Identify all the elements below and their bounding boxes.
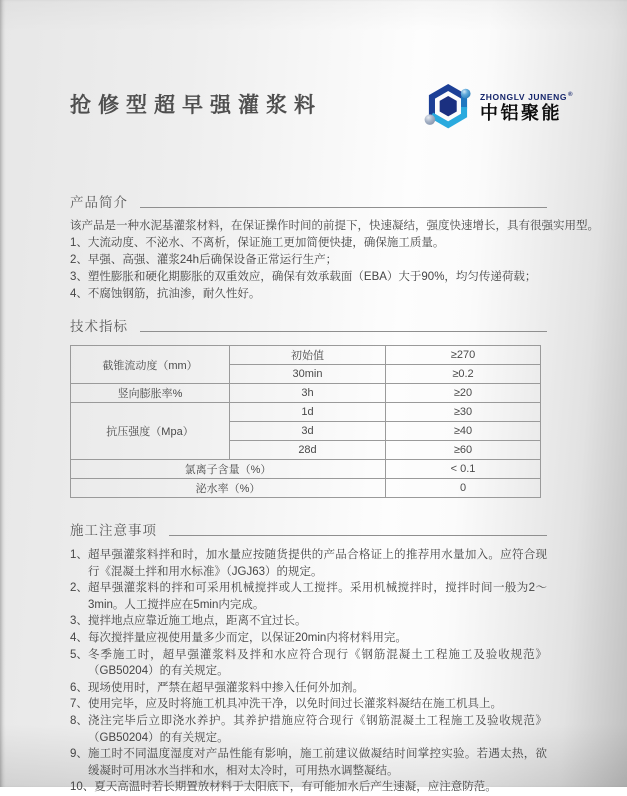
- table-cell: 28d: [230, 441, 386, 460]
- note-text: 施工时不同温度湿度对产品性能有影响，施工前建议做凝结时间掌控实验。若遇太热，欲缓凝时可用冰水当拌和水，相对太冷时，可用热水调整凝结。: [88, 748, 547, 777]
- tech-spec-table: [70, 345, 541, 498]
- page-title: 抢修型超早强灌浆料: [70, 94, 322, 117]
- list-item: [70, 547, 547, 580]
- table-cell: 抗压强度（Mpa）: [71, 403, 230, 460]
- list-item: [70, 746, 547, 779]
- heading-rule: [169, 535, 547, 536]
- note-number: 4、: [70, 631, 88, 644]
- note-text: 现场使用时，严禁在超早强灌浆料中掺入任何外加剂。: [88, 681, 364, 694]
- list-item: [70, 613, 547, 630]
- list-item: [70, 630, 547, 647]
- table-cell: < 0.1: [386, 460, 541, 479]
- brand-text: [480, 92, 573, 122]
- note-text: 超早强灌浆料拌和时，加水量应按随货提供的产品合格证上的推荐用水量加入。应符合现行《混凝土拌和用水标准》（JGJ63）的规定。: [88, 549, 547, 578]
- note-number: 10、: [70, 781, 95, 794]
- table-cell: 3h: [230, 384, 386, 403]
- note-number: 9、: [70, 748, 88, 761]
- list-item: [70, 580, 547, 613]
- table-cell: 氯离子含量（%）: [71, 460, 386, 479]
- note-text: 浇注完毕后立即浇水养护。其养护措施应符合现行《钢筋混凝土工程施工及验收规范》（GB50204）的有关规定。: [88, 714, 547, 744]
- intro-line: 1、大流动度、不泌水、不离析，保证施工更加简便快捷，确保施工质量。: [70, 237, 445, 249]
- table-cell: 3d: [230, 422, 386, 441]
- table-cell: 截锥流动度（mm）: [71, 346, 230, 384]
- note-number: 2、: [70, 582, 88, 595]
- table-row: [71, 479, 541, 498]
- brand-name-en: [480, 92, 573, 101]
- table-cell: ≥270: [386, 346, 541, 365]
- table-cell: ≥60: [386, 441, 541, 460]
- section-tech-header: [70, 315, 547, 335]
- table-cell: 初始值: [230, 346, 386, 365]
- heading-rule: [140, 207, 547, 208]
- table-row: [71, 403, 541, 422]
- note-text: 每次搅拌量应视使用量多少而定，以保证20min内将材料用完。: [88, 631, 407, 644]
- section-tech-title: 技术指标: [70, 319, 128, 334]
- note-number: 7、: [70, 698, 88, 711]
- note-text: 搅拌地点应靠近施工地点，距离不宜过长。: [88, 615, 307, 628]
- intro-line: 该产品是一种水泥基灌浆材料，在保证操作时间的前提下，快速凝结，强度快速增长，具有很强实用型。: [70, 220, 599, 232]
- brand-name-en-label: ZHONGLV JUNENG: [480, 91, 568, 102]
- table-cell: 泌水率（%）: [71, 479, 386, 498]
- heading-rule: [140, 331, 547, 332]
- section-product-intro: [70, 191, 599, 303]
- section-notes-header: [70, 519, 547, 539]
- table-cell: ≥30: [386, 403, 541, 422]
- section-construction-notes: [70, 519, 547, 796]
- intro-line: 4、不腐蚀钢筋，抗油渗，耐久性好。: [70, 288, 261, 300]
- brand-logo: [423, 79, 573, 135]
- section-intro-header: [70, 191, 547, 211]
- intro-lines: [70, 218, 599, 303]
- note-text: 超早强灌浆料的拌和可采用机械搅拌或人工搅拌。采用机械搅拌时，搅拌时间一般为2～3min。人工搅拌应在5min内完成。: [88, 582, 547, 611]
- note-text: 冬季施工时，超早强灌浆料及拌和水应符合现行《钢筋混凝土工程施工及验收规范》（GB50204）的有关规定。: [88, 648, 547, 678]
- note-number: 8、: [70, 714, 88, 727]
- table-cell: ≥20: [386, 384, 541, 403]
- table-row: [71, 460, 541, 479]
- note-number: 5、: [70, 648, 88, 661]
- section-tech-specs: [70, 315, 547, 498]
- table-row: [71, 384, 541, 403]
- registered-mark: ®: [568, 91, 574, 98]
- note-number: 1、: [70, 549, 88, 561]
- table-cell: 竖向膨胀率%: [71, 384, 230, 403]
- note-text: 使用完毕，应及时将施工机具冲洗干净，以免时间过长灌浆料凝结在施工机具上。: [88, 698, 502, 711]
- section-intro-title: 产品简介: [70, 195, 128, 210]
- section-notes-title: 施工注意事项: [70, 523, 157, 538]
- intro-line: 3、塑性膨胀和硬化期膨胀的双重效应，确保有效承载面（EBA）大于90%，均匀传递荷载；: [70, 271, 537, 283]
- note-number: 6、: [70, 681, 88, 694]
- table-cell: 0: [386, 479, 541, 498]
- brand-name-cn: 中铝聚能: [480, 103, 562, 124]
- table-cell: ≥0.2: [386, 365, 541, 384]
- intro-line: 2、早强、高强、灌浆24h后确保设备正常运行生产；: [70, 254, 338, 266]
- notes-list: [70, 547, 547, 796]
- list-item: [70, 696, 547, 713]
- table-row: [71, 346, 541, 365]
- list-item: [70, 680, 547, 697]
- brand-hexagon-icon: [423, 79, 475, 135]
- list-item: [70, 713, 547, 746]
- table-cell: 30min: [230, 365, 386, 384]
- table-cell: ≥40: [386, 422, 541, 441]
- table-cell: 1d: [230, 403, 386, 422]
- list-item: [70, 779, 547, 796]
- note-text: 夏天高温时若长期置放材料于太阳底下，有可能加水后产生速凝，应注意防范。: [94, 781, 497, 794]
- list-item: [70, 647, 547, 680]
- note-number: 3、: [70, 615, 88, 628]
